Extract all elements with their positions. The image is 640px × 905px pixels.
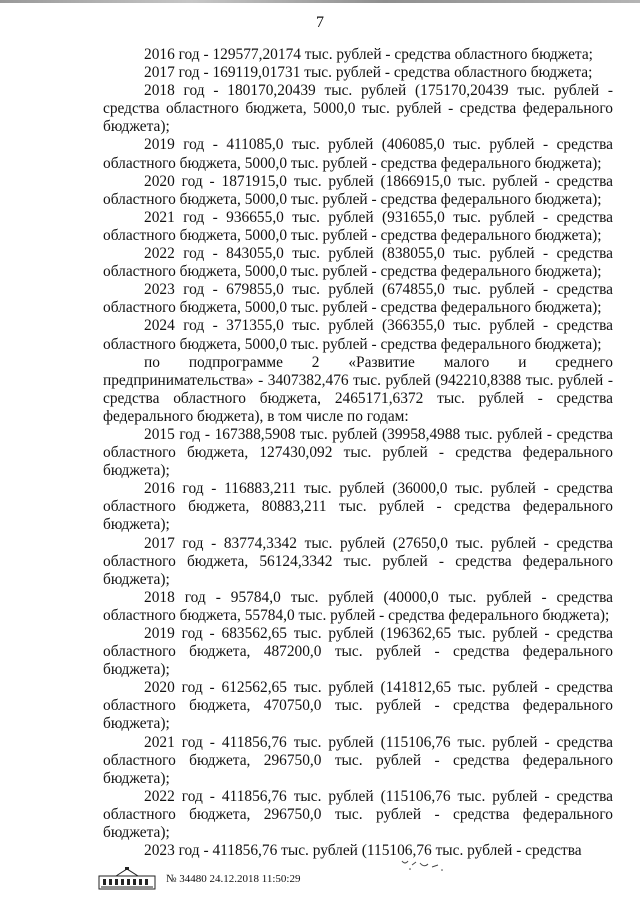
paragraph: 2018 год - 180170,20439 тыс. рублей (175170,20439 тыс. рублей - средства областного бюджета, 5000,0 тыс. рублей - средства федерального бюджета); <box>103 82 613 136</box>
paragraph: 2021 год - 411856,76 тыс. рублей (115106,76 тыс. рублей - средства областного бюджета, 296750,0 тыс. рублей - средства федерального бюджета); <box>103 733 613 787</box>
paragraph: 2022 год - 843055,0 тыс. рублей (838055,0 тыс. рублей - средства областного бюджета, 5000,0 тыс. рублей - средства федерального бюджета); <box>103 245 613 281</box>
paragraph: 2023 год - 411856,76 тыс. рублей (115106,76 тыс. рублей - средства <box>144 842 582 860</box>
registration-footer <box>98 866 518 892</box>
paragraph: 2017 год - 83774,3342 тыс. рублей (27650,0 тыс. рублей - средства областного бюджета, 56124,3342 тыс. рублей - средства федерального бюджета); <box>103 534 613 588</box>
building-seal-icon <box>98 866 156 890</box>
paragraph: по подпрограмме 2 «Развитие малого и среднего предпринимательства» - 3407382,476 тыс. рублей (942210,8388 тыс. рублей - средства областного бюджета, 2465171,6372 тыс. рублей - средства федерального бюджета), в том числе по годам: <box>103 353 613 425</box>
paragraph: 2021 год - 936655,0 тыс. рублей (931655,0 тыс. рублей - средства областного бюджета, 5000,0 тыс. рублей - средства федерального бюджета); <box>103 208 613 244</box>
paragraph: 2020 год - 612562,65 тыс. рублей (141812,65 тыс. рублей - средства областного бюджета, 470750,0 тыс. рублей - средства федерального бюджета); <box>103 679 613 733</box>
paragraph: 2024 год - 371355,0 тыс. рублей (366355,0 тыс. рублей - средства областного бюджета, 5000,0 тыс. рублей - средства федерального бюджета); <box>103 317 613 353</box>
paragraph: 2015 год - 167388,5908 тыс. рублей (39958,4988 тыс. рублей - средства областного бюджета, 127430,092 тыс. рублей - средства федерального бюджета); <box>103 425 613 480</box>
registration-number: № 34480 24.12.2018 11:50:29 <box>166 873 301 885</box>
paragraph: 2023 год - 679855,0 тыс. рублей (674855,0 тыс. рублей - средства областного бюджета, 5000,0 тыс. рублей - средства федерального бюджета); <box>103 281 613 317</box>
page-number: 7 <box>316 14 324 31</box>
paragraph: 2018 год - 95784,0 тыс. рублей (40000,0 тыс. рублей - средства областного бюджета, 55784,0 тыс. рублей - средства федерального бюджета); <box>103 588 613 624</box>
scan-top-edge <box>0 0 640 3</box>
paragraph: 2019 год - 411085,0 тыс. рублей (406085,0 тыс. рублей - средства областного бюджета, 5000,0 тыс. рублей - средства федерального бюджета); <box>103 136 613 172</box>
paragraph: 2016 год - 116883,211 тыс. рублей (36000,0 тыс. рублей - средства областного бюджета, 80883,211 тыс. рублей - средства федерального бюджета); <box>103 480 613 534</box>
paragraph: 2017 год - 169119,01731 тыс. рублей - средства областного бюджета; <box>144 64 593 82</box>
paragraph: 2020 год - 1871915,0 тыс. рублей (1866915,0 тыс. рублей - средства областного бюджета, 5000,0 тыс. рублей - средства федерального бюджета); <box>103 172 613 208</box>
paragraph: 2019 год - 683562,65 тыс. рублей (196362,65 тыс. рублей - средства областного бюджета, 487200,0 тыс. рублей - средства федерального бюджета); <box>103 625 613 679</box>
paragraph: 2016 год - 129577,20174 тыс. рублей - средства областного бюджета; <box>144 46 593 63</box>
document-body <box>103 46 613 860</box>
paragraph: 2022 год - 411856,76 тыс. рублей (115106,76 тыс. рублей - средства областного бюджета, 296750,0 тыс. рублей - средства федерального бюджета); <box>103 787 613 842</box>
